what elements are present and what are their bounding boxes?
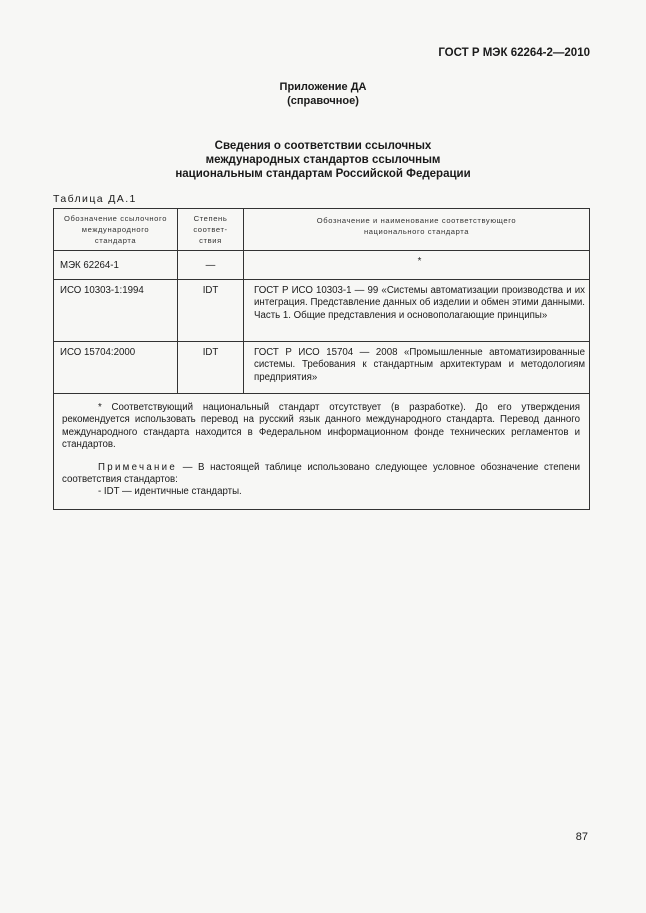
section-heading <box>0 139 646 181</box>
heading-line-3: национальным стандартам Российской Федерации <box>175 168 471 180</box>
table-header-row <box>54 209 590 251</box>
note-text: — В настоящей таблице использовано следующее условное обозначение степени соответствия стандартов: <box>62 461 580 486</box>
cell-degree: IDT <box>178 280 244 342</box>
note-label: Примечание <box>98 461 178 473</box>
document-code: ГОСТ Р МЭК 62264-2—2010 <box>438 47 590 59</box>
header-text: Обозначение и наименование соответствующего <box>316 216 517 225</box>
standards-table <box>53 208 590 510</box>
cell-intl: МЭК 62264-1 <box>54 251 178 280</box>
cell-degree: IDT <box>178 342 244 394</box>
table-row <box>54 251 590 280</box>
appendix-title: Приложение ДА <box>279 81 367 93</box>
header-intl-standard <box>54 209 178 251</box>
cell-degree: — <box>178 251 244 280</box>
appendix-heading <box>0 80 646 108</box>
table-row <box>54 280 590 342</box>
header-text: Степень <box>193 214 228 223</box>
header-text: ствия <box>199 236 222 245</box>
page-number: 87 <box>575 831 588 843</box>
note <box>62 462 580 499</box>
cell-national: ГОСТ Р ИСО 15704 — 2008 «Промышленные автоматизированные системы. Требования к стандартным архитектурам и методологиям предприятия» <box>244 342 590 394</box>
header-national-standard <box>244 209 590 251</box>
header-text: национального стандарта <box>363 227 470 236</box>
table-caption: Таблица ДА.1 <box>53 193 137 205</box>
header-text: Обозначение ссылочного <box>63 214 168 223</box>
footnote-cell <box>54 394 590 510</box>
note-paragraph <box>62 462 580 487</box>
heading-line-2: международных стандартов ссылочным <box>205 154 441 166</box>
cell-national: ГОСТ Р ИСО 10303-1 — 99 «Системы автоматизации производства и их интеграция. Представление данных об изделии и обмен этими данными. Часть 1. Общие представления и основополагающие принципы» <box>244 280 590 342</box>
header-text: стандарта <box>94 236 137 245</box>
appendix-subtitle: (справочное) <box>287 95 359 107</box>
header-degree <box>178 209 244 251</box>
header-text: соответ- <box>193 225 228 234</box>
table-footnote-row <box>54 394 590 510</box>
table-row <box>54 342 590 394</box>
header-text: международного <box>81 225 150 234</box>
cell-national: * <box>244 251 590 280</box>
note-list-item: - IDT — идентичные стандарты. <box>98 486 242 498</box>
cell-intl: ИСО 10303-1:1994 <box>54 280 178 342</box>
heading-line-1: Сведения о соответствии ссылочных <box>214 140 432 152</box>
cell-intl: ИСО 15704:2000 <box>54 342 178 394</box>
footnote: * Соответствующий национальный стандарт отсутствует (в разработке). До его утверждения рекомендуется использовать перевод на русский язык данного международного стандарта. Перевод данного международного стандарта находится в Федеральном информационном фонде технических регламентов и стандартов. <box>62 402 580 451</box>
